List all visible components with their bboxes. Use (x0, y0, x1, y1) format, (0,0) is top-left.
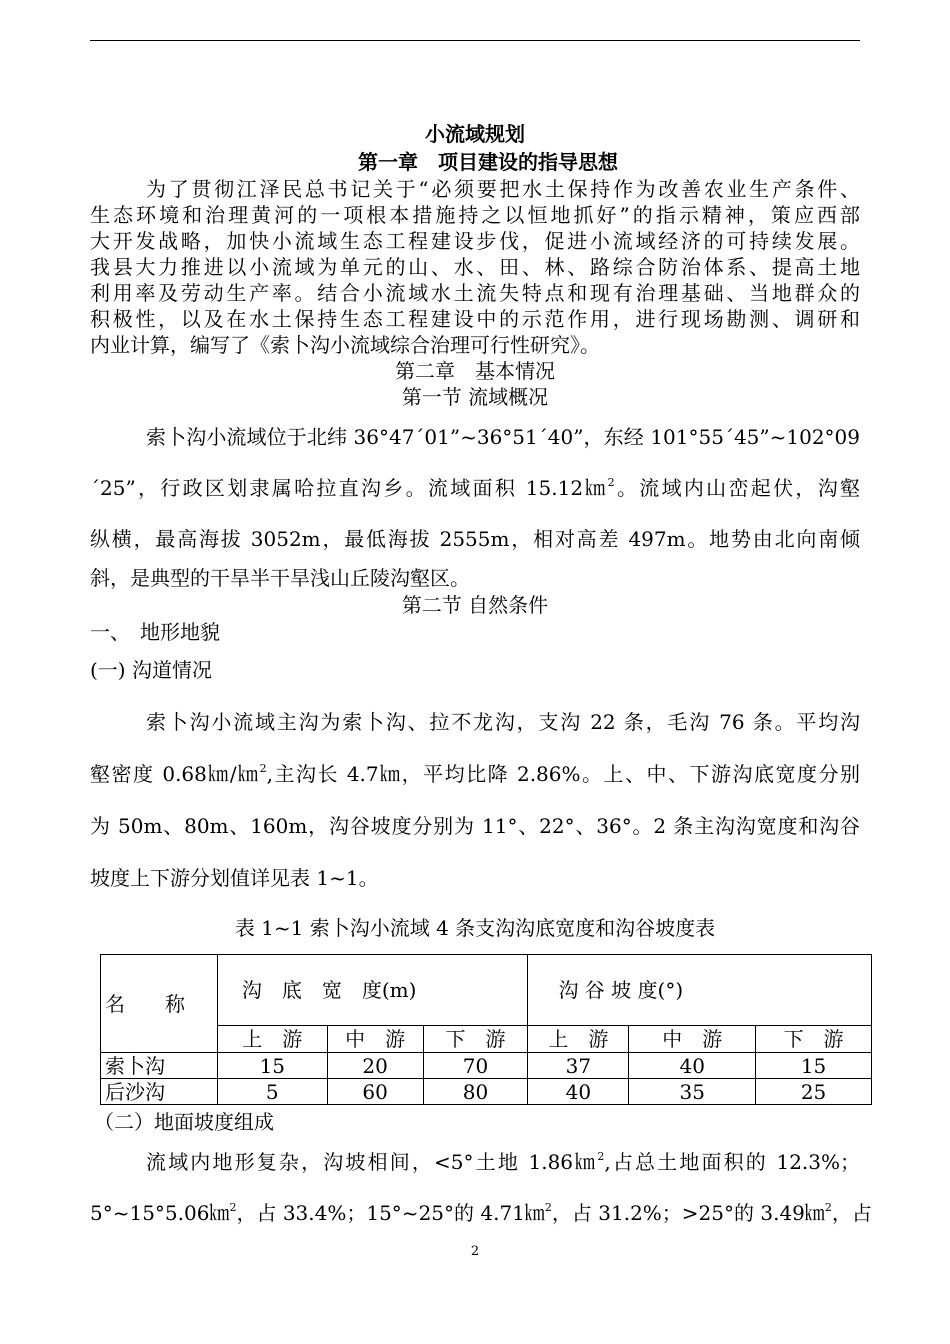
table-cell-name: 索卜沟 (101, 1053, 218, 1079)
header-rule (90, 40, 860, 41)
page-number: 2 (470, 1244, 480, 1259)
table-header-name: 名 称 (101, 955, 218, 1053)
table-cell: 5 (217, 1079, 327, 1105)
table-cell: 80 (423, 1079, 528, 1105)
table-cell: 25 (756, 1079, 872, 1105)
table-cell: 60 (327, 1079, 423, 1105)
table-cell: 35 (629, 1079, 756, 1105)
channel-width-slope-table (100, 954, 872, 1105)
table-row (101, 1079, 872, 1105)
table-row (101, 1053, 872, 1079)
table-header-slope: 沟 谷 坡 度(°) (528, 955, 872, 1026)
table-subheader: 上 游 (217, 1026, 327, 1053)
table-subheader: 上 游 (528, 1026, 629, 1053)
table-cell-name: 后沙沟 (101, 1079, 218, 1105)
heading-terrain: 一、 地形地貌 (90, 620, 220, 644)
table-cell: 20 (327, 1053, 423, 1079)
table-cell: 37 (528, 1053, 629, 1079)
table-subheader: 下 游 (756, 1026, 872, 1053)
table-subheader: 中 游 (629, 1026, 756, 1053)
table-cell: 40 (629, 1053, 756, 1079)
chapter1-title: 第一章 项目建设的指导思想 (358, 150, 618, 174)
section1-title: 第一节 流域概况 (401, 385, 549, 409)
table-cell: 15 (217, 1053, 327, 1079)
table-cell: 70 (423, 1053, 528, 1079)
document-title: 小流域规划 (425, 122, 525, 146)
table-cell: 15 (756, 1053, 872, 1079)
table-subheader: 下 游 (423, 1026, 528, 1053)
table-subheader: 中 游 (327, 1026, 423, 1053)
heading-slope-composition: （二）地面坡度组成 (94, 1110, 274, 1134)
table-header-width: 沟 底 宽 度(m) (217, 955, 528, 1026)
table-cell: 40 (528, 1079, 629, 1105)
section2-title: 第二节 自然条件 (401, 593, 549, 617)
heading-channels: (一) 沟道情况 (90, 658, 212, 682)
chapter2-title: 第二章 基本情况 (395, 359, 555, 383)
table-caption: 表 1~1 索卜沟小流域 4 条支沟沟底宽度和沟谷坡度表 (234, 916, 716, 940)
